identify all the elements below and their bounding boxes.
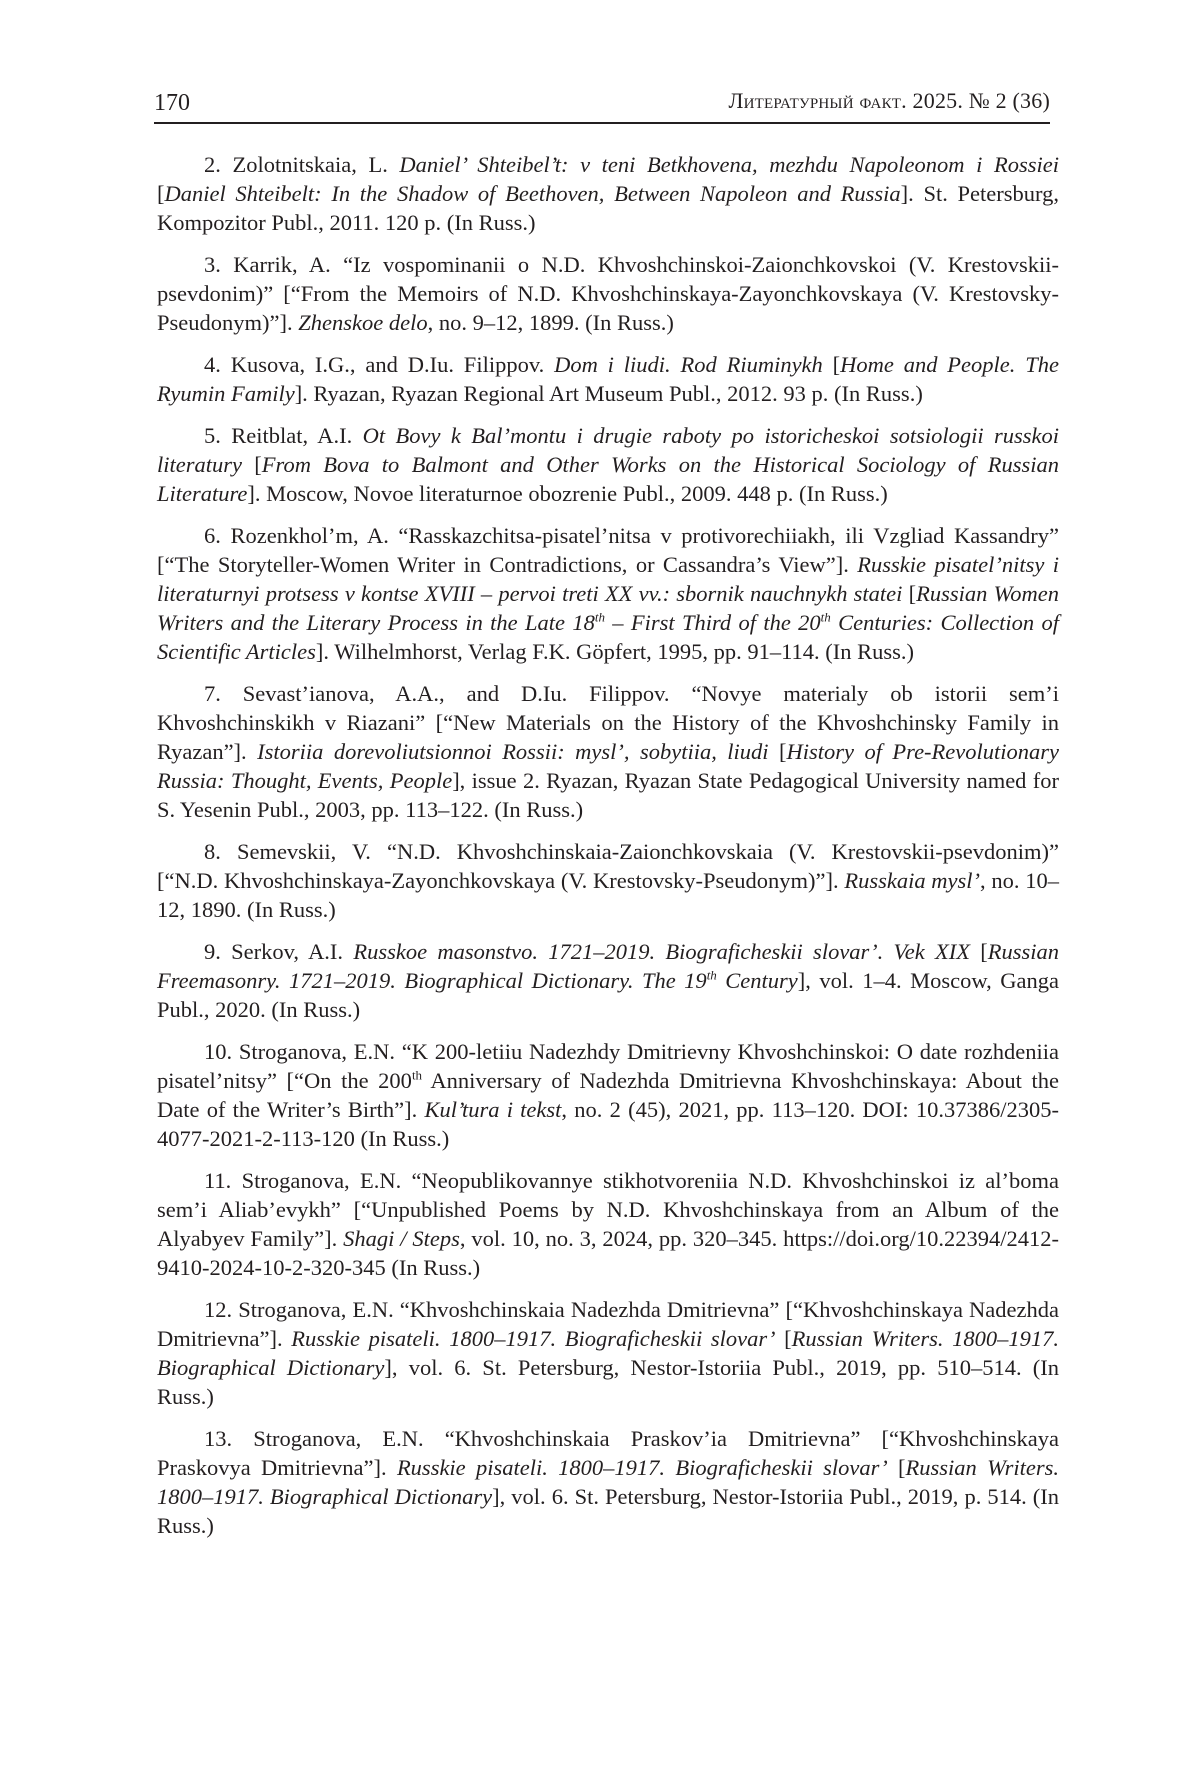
reference-title-text: Dom i liudi. Rod Riuminykh [554, 352, 823, 377]
reference-title-text: Russkaia mysl’ [844, 868, 981, 893]
reference-number: 5. [204, 423, 221, 448]
reference-text: [ [157, 181, 165, 206]
reference-title-text: th [706, 967, 717, 983]
reference-title-text: From Bova to Balmont and Other Works on the Historical Sociology of Russian Literature [157, 452, 1059, 506]
reference-text: Zolotnitskaia, L. [232, 152, 400, 177]
reference-title-text: Istoriia dorevoliutsionnoi Rossii: mysl’, sobytiia, liudi [257, 739, 769, 764]
reference-text: ], vol. 6. St. Petersburg, Nestor-Istoriia Publ., 2019, p. 514. (In Russ.) [157, 1484, 1059, 1538]
reference-number: 4. [204, 352, 221, 377]
reference-title-text: th [820, 609, 831, 625]
reference-text: ]. St. Petersburg, Kompozitor Publ., 2011. 120 p. (In Russ.) [157, 181, 1059, 235]
reference-title-text: Home and People. The Ryumin Family [157, 352, 1059, 406]
reference-text: [ [902, 581, 917, 606]
reference-text: Stroganova, E.N. “Khvoshchinskaia Nadezhda Dmitrievna” [“Khvoshchinskaya Nadezhda Dmitrievna”]. [157, 1297, 1059, 1351]
reference-entry [157, 421, 1059, 508]
reference-text: Sevast’ianova, A.A., and D.Iu. Filippov. “Novye materialy ob istorii sem’i Khvoshchinskikh v Riazani” [“New Materials on the History of the Khvoshchinsky Family in Ryazan”]. [157, 681, 1060, 764]
reference-entry [157, 250, 1059, 337]
reference-text: Serkov, A.I. [231, 939, 354, 964]
reference-text: Stroganova, E.N. “Khvoshchinskaia Praskov’ia Dmitrievna” [“Khvoshchinskaya Praskovya Dmitrievna”]. [157, 1426, 1059, 1480]
reference-entry [157, 1424, 1059, 1540]
reference-text: [ [969, 939, 988, 964]
running-header [154, 84, 1050, 124]
reference-number: 13. [204, 1426, 233, 1451]
reference-text: ]. Moscow, Novoe literaturnoe obozrenie Publ., 2009. 448 p. (In Russ.) [247, 481, 888, 506]
reference-text: [ [768, 739, 787, 764]
reference-title-text: Ot Bovy k Bal’montu i drugie raboty po istoricheskoi sotsiologii russkoi literatury [157, 423, 1059, 477]
reference-title-text: Russkie pisatel’nitsy i literaturnyi protsess v kontse XVIII – pervoi treti XX vv.: sbornik nauchnykh statei [157, 552, 1059, 606]
reference-number: 3. [204, 252, 221, 277]
reference-text: Semevskii, V. “N.D. Khvoshchinskaia-Zaionchkovskaia (V. Krestovskii-psevdonim)” [“N.D. Khvoshchinskaya-Zayonchkovskaya (V. Krestovsky-Pseudonym)”]. [157, 839, 1060, 893]
reference-entry [157, 150, 1059, 237]
reference-title-text: Daniel Shteibelt: In the Shadow of Beethoven, Between Napoleon and Russia [164, 181, 901, 206]
reference-text: [ [242, 452, 262, 477]
reference-text: Kusova, I.G., and D.Iu. Filippov. [230, 352, 555, 377]
reference-text: Rozenkhol’m, A. “Rasskazchitsa-pisatel’nitsa v protivorechiiakh, ili Vzgliad Kassandry” [“The Storyteller-Women Writer in Contradictions, or Cassandra’s View”]. [157, 523, 1059, 577]
reference-number: 6. [204, 523, 221, 548]
reference-text: Reitblat, A.I. [231, 423, 363, 448]
reference-entry [157, 350, 1059, 408]
reference-entry [157, 1295, 1059, 1411]
reference-entry [157, 1166, 1059, 1282]
reference-text: , no. 10–12, 1890. (In Russ.) [157, 868, 1059, 922]
reference-entry [157, 1037, 1059, 1153]
reference-entry [157, 679, 1059, 824]
reference-text: th [411, 1067, 423, 1083]
reference-entry [157, 837, 1059, 924]
reference-title-text: Daniel’ Shteibel’t: v teni Betkhovena, mezhdu Napoleonom i Rossiei [399, 152, 1059, 177]
reference-title-text: – First Third of the 20 [604, 610, 821, 635]
reference-text: Stroganova, E.N. “K 200-letiiu Nadezhdy Dmitrievny Khvoshchinskoi: O date rozhdeniia pisatel’nitsy” [“On the 200 [157, 1039, 1059, 1093]
reference-title-text: Century [716, 968, 798, 993]
reference-text: [ [775, 1326, 792, 1351]
reference-text: , no. 9–12, 1899. (In Russ.) [427, 310, 674, 335]
reference-title-text: Russian Writers. 1800–1917. Biographical Dictionary [157, 1326, 1059, 1380]
reference-text: ], issue 2. Ryazan, Ryazan State Pedagogical University named for S. Yesenin Publ., 2003, pp. 113–122. (In Russ.) [157, 768, 1059, 822]
reference-title-text: Russkie pisateli. 1800–1917. Biograficheskii slovar’ [396, 1455, 888, 1480]
reference-title-text: Russian Freemasonry. 1721–2019. Biographical Dictionary. The 19 [157, 939, 1060, 993]
reference-list [157, 150, 1059, 1553]
reference-number: 2. [204, 152, 221, 177]
reference-title-text: History of Pre-Revolutionary Russia: Thought, Events, People [157, 739, 1060, 793]
reference-title-text: Russian Women Writers and the Literary Process in the Late 18 [157, 581, 1060, 635]
page-number: 170 [154, 90, 190, 116]
reference-text: ]. Wilhelmhorst, Verlag F.K. Göpfert, 1995, pp. 91–114. (In Russ.) [315, 639, 914, 664]
reference-number: 11. [204, 1168, 232, 1193]
reference-number: 7. [204, 681, 221, 706]
reference-entry [157, 521, 1059, 666]
reference-text: Stroganova, E.N. “Neopublikovannye stikhotvoreniia N.D. Khvoshchinskoi iz al’boma sem’i Aliab’evykh” [“Unpublished Poems by N.D. Khvoshchinskaya from an Album of the Alyabyev Family”]. [157, 1168, 1059, 1251]
reference-number: 8. [204, 839, 221, 864]
reference-text: [ [822, 352, 841, 377]
reference-text: ], vol. 6. St. Petersburg, Nestor-Istoriia Publ., 2019, pp. 510–514. (In Russ.) [157, 1355, 1059, 1409]
reference-text: ]. Ryazan, Ryazan Regional Art Museum Publ., 2012. 93 p. (In Russ.) [294, 381, 923, 406]
journal-running-title: Литературный факт. 2025. № 2 (36) [728, 88, 1050, 113]
reference-title-text: Kul’tura i tekst [424, 1097, 562, 1122]
reference-number: 9. [204, 939, 221, 964]
reference-number: 12. [204, 1297, 233, 1322]
reference-text: [ [887, 1455, 906, 1480]
reference-text: , no. 2 (45), 2021, pp. 113–120. DOI: 10.37386/2305-4077-2021-2-113-120 (In Russ.) [157, 1097, 1060, 1151]
reference-title-text: th [594, 609, 605, 625]
reference-title-text: Russkoe masonstvo. 1721–2019. Biograficheskii slovar’. Vek XIX [353, 939, 970, 964]
reference-number: 10. [204, 1039, 233, 1064]
reference-text: ], vol. 1–4. Moscow, Ganga Publ., 2020. (In Russ.) [157, 968, 1059, 1022]
reference-title-text: Shagi / Steps [343, 1226, 460, 1251]
reference-text: Karrik, A. “Iz vospominanii o N.D. Khvoshchinskoi-Zaionchkovskoi (V. Krestovskii-psevdonim)” [“From the Memoirs of N.D. Khvoshchinskaya-Zayonchkovskaya (V. Krestovsky-Pseudonym)”]. [157, 252, 1059, 335]
reference-title-text: Zhenskoe delo [298, 310, 428, 335]
reference-text: Anniversary of Nadezhda Dmitrievna Khvoshchinskaya: About the Date of the Writer’s Birth”]. [157, 1068, 1059, 1122]
reference-text: , vol. 10, no. 3, 2024, pp. 320–345. https://doi.org/10.22394/2412-9410-2024-10-2-320-345 (In Russ.) [157, 1226, 1059, 1280]
reference-entry [157, 937, 1059, 1024]
reference-title-text: Centuries: Collection of Scientific Articles [157, 610, 1060, 664]
reference-title-text: Russian Writers. 1800–1917. Biographical Dictionary [157, 1455, 1059, 1509]
reference-title-text: Russkie pisateli. 1800–1917. Biograficheskii slovar’ [291, 1326, 776, 1351]
